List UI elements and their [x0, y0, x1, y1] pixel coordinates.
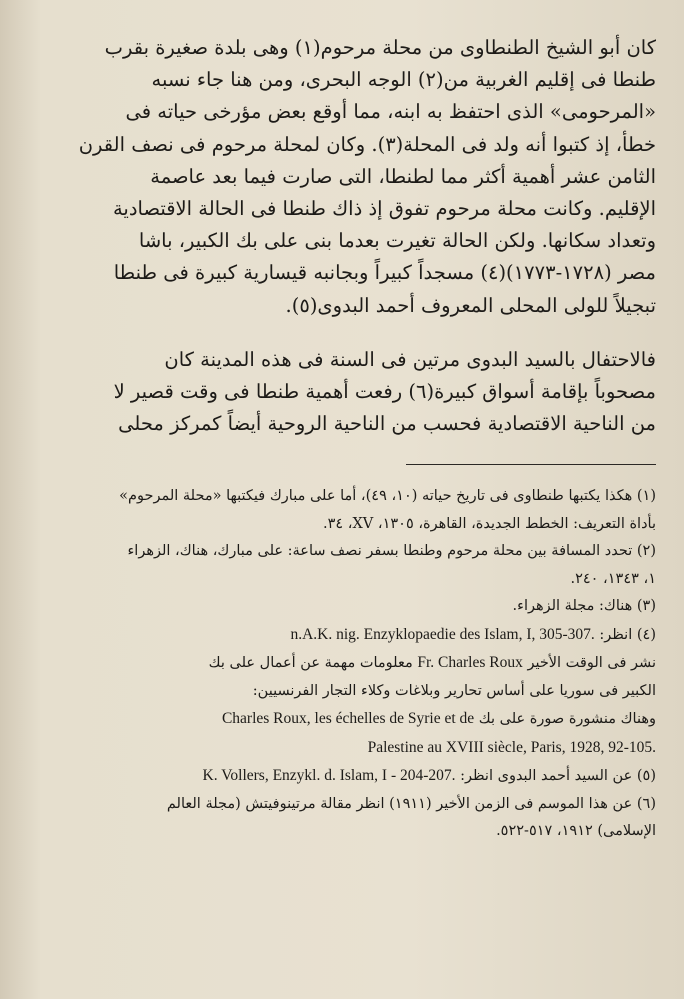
footnote-4-author: Fr. Charles Roux [417, 654, 523, 672]
text-line: مصر (١٧٢٨-١٧٧٣)(٤) مسجداً كبيراً وبجانبه قيسارية كبيرة فى طنطا [113, 261, 656, 285]
footnote-4-line-3: الكبير فى سوريا على أساس تحارير وبلاغات وكلاء التجار الفرنسيين: [252, 682, 656, 699]
footnote-4-text: نشر فى الوقت الأخير [527, 655, 656, 672]
text-line: تبجيلاً للولى المحلى المعروف أحمد البدوى(٥). [285, 293, 656, 317]
footnote-2-continued: ١، ١٣٤٣، ٢٤٠. [570, 570, 656, 587]
text-line: الإقليم. وكانت محلة مرحوم تفوق إذ ذاك طنطا فى الحالة الاقتصادية [112, 197, 656, 221]
text-line: خطأ، إذ كتبوا أنه ولد فى المحلة(٣). وكان لمحلة مرحوم فى نصف القرن [78, 132, 656, 156]
footnote-2: (٢) تحدد المسافة بين محلة مرحوم وطنطا بسفر نصف ساعة: على مبارك، هناك، الزهراء [127, 543, 656, 560]
footnote-5 [34, 762, 656, 791]
footnote-4-line-5 [34, 734, 656, 763]
text-line: كان أبو الشيخ الطنطاوى من محلة مرحوم(١) وهى بلدة صغيرة بقرب [104, 36, 656, 59]
footnote-4-citation: n.A.K. nig. Enzyklopaedie des Islam, I, 305-307. [290, 625, 595, 643]
footnote-separator [406, 464, 656, 465]
paragraph-1 [34, 32, 656, 322]
main-text [34, 32, 656, 440]
footnote-4-marker: (٤) انظر: [599, 626, 656, 643]
text-line: «المرحومى» الذى احتفظ به ابنه، مما أوقع بعض مؤرخى حياته فى [125, 100, 656, 124]
footnote-5-text: (٥) عن السيد أحمد البدوى انظر: [460, 768, 656, 785]
footnote-6: (٦) عن هذا الموسم فى الزمن الأخير (١٩١١) انظر مقالة مرتينوفيتش (مجلة العالم [166, 795, 656, 812]
footnotes [34, 483, 656, 846]
footnote-4 [34, 621, 656, 650]
footnote-3: (٣) هناك: مجلة الزهراء. [512, 598, 656, 615]
footnote-1: (١) هكذا يكتبها طنطاوى فى تاريخ حياته (١٠، ٤٩)، أما على مبارك فيكتبها «محلة المرحوم» [119, 488, 656, 505]
text-line: من الناحية الاقتصادية فحسب من الناحية الروحية أيضاً كمركز محلى [118, 412, 656, 436]
footnote-4-text: وهناك منشورة صورة على بك [478, 711, 656, 728]
footnote-4-line-2 [34, 649, 656, 678]
footnote-4-line-4 [34, 705, 656, 734]
paragraph-2 [34, 344, 656, 441]
footnote-4-title: Charles Roux, les échelles de Syrie et de [221, 710, 475, 728]
footnote-1-continued: بأداة التعريف: الخطط الجديدة، القاهرة، ١٣٠٥، XV، ٣٤. [323, 515, 656, 532]
footnote-5-citation: K. Vollers, Enzykl. d. Islam, I - 204-207. [202, 767, 456, 785]
text-line: طنطا فى إقليم الغربية من(٢) الوجه البحرى، ومن هنا جاء نسبه [151, 68, 656, 92]
footnote-4-title-end: Palestine au XVIII siècle, Paris, 1928, 92-105. [367, 738, 656, 756]
text-line: مصحوباً بإقامة أسواق كبيرة(٦) رفعت أهمية طنطا فى وقت قصير لا [113, 380, 656, 404]
text-line: الثامن عشر أهمية أكثر مما لطنطا، التى صارت فيما بعد عاصمة [150, 164, 656, 188]
footnote-4-text: معلومات مهمة عن أعمال على بك [208, 655, 413, 672]
text-line: فالاحتفال بالسيد البدوى مرتين فى السنة فى هذه المدينة كان [164, 347, 656, 371]
text-line: وتعداد سكانها. ولكن الحالة تغيرت بعدما بنى على بك الكبير، باشا [138, 229, 656, 253]
footnote-6-continued: الإسلامى) ١٩١٢، ٥١٧-٥٢٢. [496, 823, 656, 840]
